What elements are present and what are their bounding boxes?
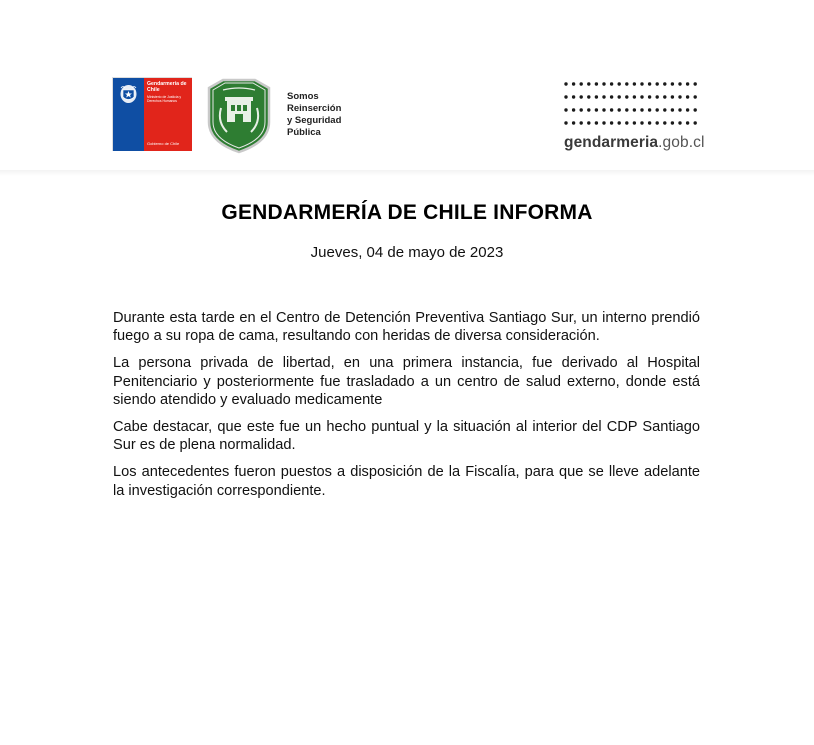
- pattern-dot: [663, 108, 666, 111]
- pattern-dot: [564, 108, 567, 111]
- pattern-dot: [618, 121, 621, 124]
- slogan-line: y Seguridad: [287, 115, 342, 126]
- pattern-dot: [656, 121, 659, 124]
- pattern-dot: [572, 82, 575, 85]
- pattern-dot: [648, 108, 651, 111]
- slogan: [287, 91, 357, 139]
- body-paragraph: La persona privada de libertad, en una primera instancia, fue derivado al Hospital Penitenciario y posteriormente fue trasladado a un centro de salud externo, donde está siendo atendido y evaluado medicamente: [113, 355, 700, 408]
- pattern-dot: [671, 108, 674, 111]
- pattern-dot: [580, 95, 583, 98]
- logo-subtitle: Ministerio de Justicia y Derechos Humanos: [147, 95, 182, 104]
- dot-pattern-icon: [564, 81, 698, 127]
- pattern-dot: [663, 121, 666, 124]
- pattern-dot: [618, 108, 621, 111]
- pattern-dot: [625, 121, 628, 124]
- website-url: [564, 134, 705, 152]
- pattern-dot: [602, 82, 605, 85]
- pattern-dot: [572, 95, 575, 98]
- pattern-dot: [656, 82, 659, 85]
- pattern-dot: [595, 82, 598, 85]
- pattern-dot: [633, 95, 636, 98]
- pattern-dot: [610, 95, 613, 98]
- pattern-dot: [595, 95, 598, 98]
- gendarmeria-shield-icon: [203, 78, 275, 154]
- pattern-dot: [656, 95, 659, 98]
- pattern-dot: [656, 108, 659, 111]
- pattern-dot: [587, 108, 590, 111]
- pattern-dot: [633, 82, 636, 85]
- slogan-line: Pública: [287, 127, 321, 138]
- website-domain: gendarmeria: [564, 134, 659, 151]
- pattern-dot: [564, 121, 567, 124]
- pattern-dot: [694, 121, 697, 124]
- pattern-dot: [580, 121, 583, 124]
- header-divider: [0, 170, 814, 176]
- pattern-dot: [587, 95, 590, 98]
- pattern-dot: [678, 95, 681, 98]
- pattern-dot: [648, 82, 651, 85]
- document-body: [113, 309, 700, 509]
- pattern-dot: [648, 121, 651, 124]
- body-paragraph: Cabe destacar, que este fue un hecho puntual y la situación al interior del CDP Santiago Sur es de plena normalidad.: [113, 419, 700, 454]
- pattern-dot: [572, 121, 575, 124]
- pattern-dot: [694, 82, 697, 85]
- pattern-dot: [633, 121, 636, 124]
- pattern-dot: [564, 95, 567, 98]
- slogan-line: Reinserción: [287, 103, 342, 114]
- chile-coat-of-arms-icon: [116, 82, 141, 106]
- pattern-dot: [610, 82, 613, 85]
- pattern-dot: [686, 95, 689, 98]
- pattern-dot: [678, 121, 681, 124]
- pattern-dot: [572, 108, 575, 111]
- document-date: Jueves, 04 de mayo de 2023: [310, 244, 504, 261]
- body-paragraph: Los antecedentes fueron puestos a disposición de la Fiscalía, para que se lleve adelante la investigación correspondiente.: [113, 464, 700, 499]
- slogan-line: Somos: [287, 91, 319, 102]
- pattern-dot: [678, 82, 681, 85]
- pattern-dot: [694, 108, 697, 111]
- pattern-dot: [618, 82, 621, 85]
- gendarmeria-gobierno-logo: [112, 77, 192, 151]
- pattern-dot: [625, 95, 628, 98]
- pattern-dot: [686, 108, 689, 111]
- pattern-dot: [580, 82, 583, 85]
- logo-title: Gendarmería de Chile: [147, 81, 187, 93]
- pattern-dot: [580, 108, 583, 111]
- document-title: GENDARMERÍA DE CHILE INFORMA: [221, 201, 593, 224]
- pattern-dot: [663, 82, 666, 85]
- pattern-dot: [678, 108, 681, 111]
- pattern-dot: [587, 121, 590, 124]
- pattern-dot: [564, 82, 567, 85]
- pattern-dot: [648, 95, 651, 98]
- letterhead: [0, 0, 814, 175]
- pattern-dot: [625, 108, 628, 111]
- logo-footer: Gobierno de Chile: [147, 141, 180, 146]
- pattern-dot: [640, 95, 643, 98]
- pattern-dot: [633, 108, 636, 111]
- pattern-dot: [595, 121, 598, 124]
- pattern-dot: [671, 95, 674, 98]
- pattern-dot: [640, 108, 643, 111]
- pattern-dot: [610, 108, 613, 111]
- website-tld: .gob.cl: [658, 134, 705, 151]
- pattern-dot: [587, 82, 590, 85]
- pattern-dot: [640, 121, 643, 124]
- pattern-dot: [618, 95, 621, 98]
- pattern-dot: [663, 95, 666, 98]
- pattern-dot: [694, 95, 697, 98]
- pattern-dot: [686, 82, 689, 85]
- pattern-dot: [671, 82, 674, 85]
- pattern-dot: [671, 121, 674, 124]
- pattern-dot: [595, 108, 598, 111]
- pattern-dot: [625, 82, 628, 85]
- pattern-dot: [686, 121, 689, 124]
- pattern-dot: [602, 121, 605, 124]
- body-paragraph: Durante esta tarde en el Centro de Detención Preventiva Santiago Sur, un interno prendió fuego a su ropa de cama, resultando con heridas de diversa consideración.: [113, 310, 700, 345]
- pattern-dot: [602, 95, 605, 98]
- pattern-dot: [610, 121, 613, 124]
- pattern-dot: [640, 82, 643, 85]
- pattern-dot: [602, 108, 605, 111]
